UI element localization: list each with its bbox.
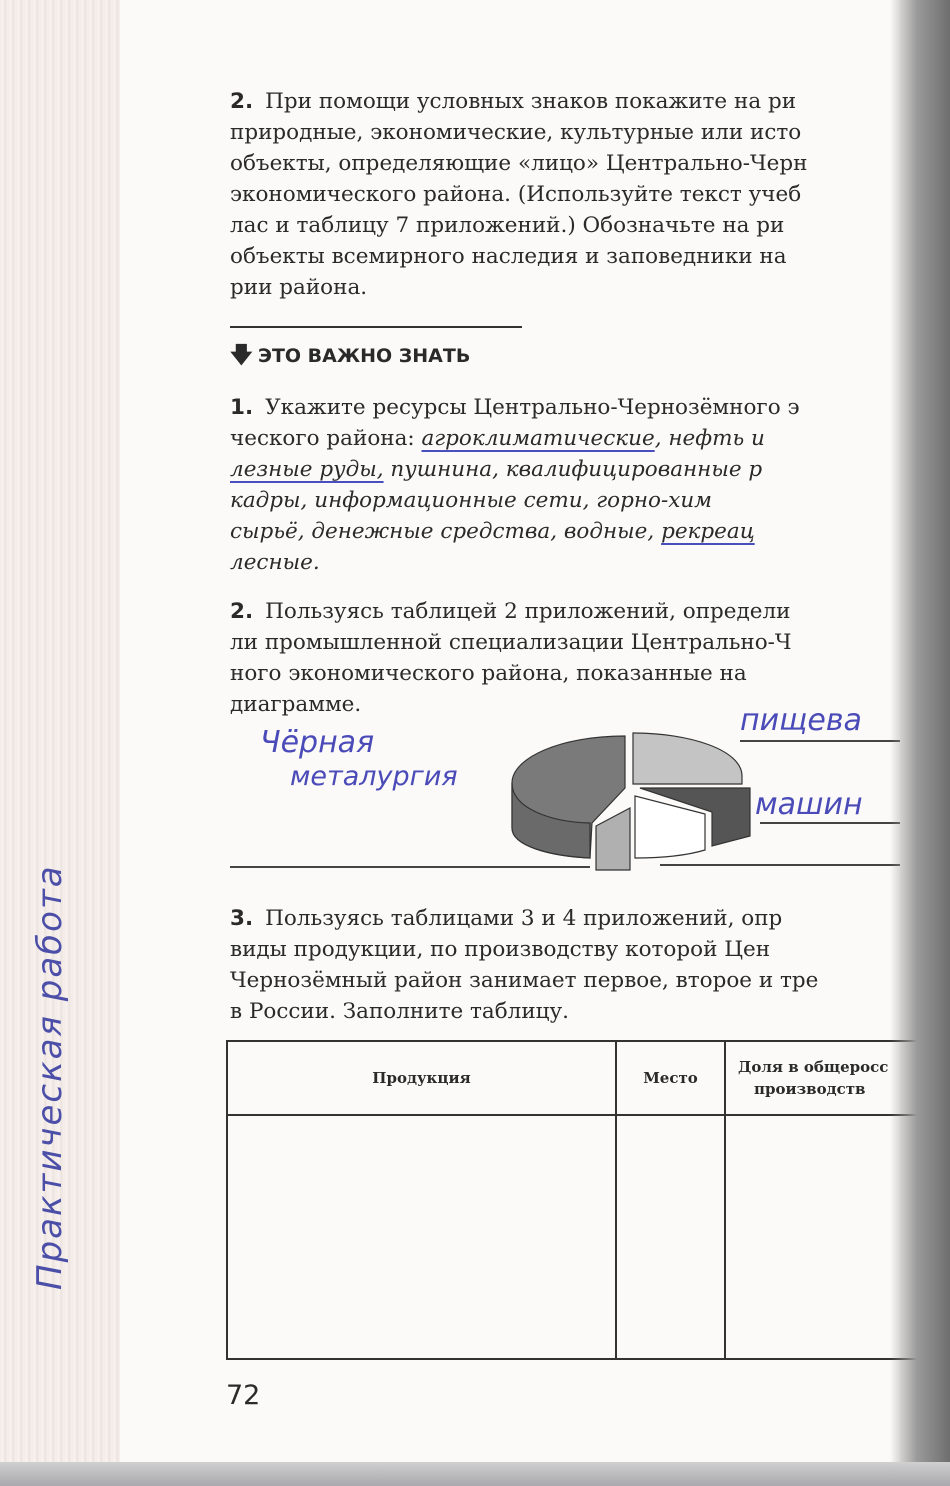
header-share: Доля в общеросс производств (725, 1041, 925, 1115)
chart-leader-line (760, 822, 900, 824)
task-specialization: 2. Пользуясь таблицей 2 приложений, определи ли промышленной специализации Центрально-Ч ного экономического района, показанные на диаграмме. (230, 599, 792, 717)
task-number: 2. (230, 89, 254, 114)
handwritten-answer: металургия (290, 761, 458, 792)
handwritten-margin-note: Практическая работа (30, 864, 70, 1290)
chart-leader-line (660, 864, 900, 866)
task-resources: 1. Укажите ресурсы Центрально-Чернозёмного э ческого района: агроклиматические, нефть и лезные руды, пушнина, квалифицированные р кадры, информационные сети, горно-хим сырьё, денежные средства, водные, рекреац лесные. (230, 395, 800, 575)
answer-underlined: агроклиматические (421, 426, 655, 451)
section-title: ЭТО ВАЖНО ЗНАТЬ (258, 345, 471, 367)
cell-product[interactable] (227, 1115, 616, 1359)
answer-underlined: лезные руды, (230, 457, 384, 482)
task-map: 2. При помощи условных знаков покажите на ри природные, экономические, культурные или исто объекты, определяющие «лицо» Центрально-Черн экономического района. (Используйте текст учеб лас и таблицу 7 приложений.) Обозначьте на ри объекты всемирного наследия и заповедники на рии района. (230, 89, 808, 300)
handwritten-answer: пищева (740, 703, 862, 738)
cell-place[interactable] (616, 1115, 725, 1359)
handwritten-answer: Чёрная (260, 725, 375, 760)
book-spine-shadow (890, 0, 950, 1486)
answer-table (226, 1040, 926, 1360)
header-product: Продукция (227, 1041, 616, 1115)
arrow-down-icon: 🡇 (230, 343, 253, 368)
chart-leader-line (740, 740, 900, 742)
table-header-row (227, 1041, 925, 1115)
handwritten-answer: машин (755, 787, 863, 822)
answer-underlined: рекреац (661, 519, 755, 544)
page-number: 72 (226, 1380, 261, 1411)
scan-bottom-edge (0, 1462, 950, 1486)
table-row (227, 1115, 925, 1359)
pie-chart-3d (500, 728, 760, 878)
chart-leader-line (230, 866, 590, 868)
task-products: 3. Пользуясь таблицами 3 и 4 приложений, опр виды продукции, по производству которой Цен Чернозёмный район занимает первое, второе и тре в России. Заполните таблицу. (230, 906, 819, 1024)
section-header (230, 326, 522, 376)
header-place: Место (616, 1041, 725, 1115)
